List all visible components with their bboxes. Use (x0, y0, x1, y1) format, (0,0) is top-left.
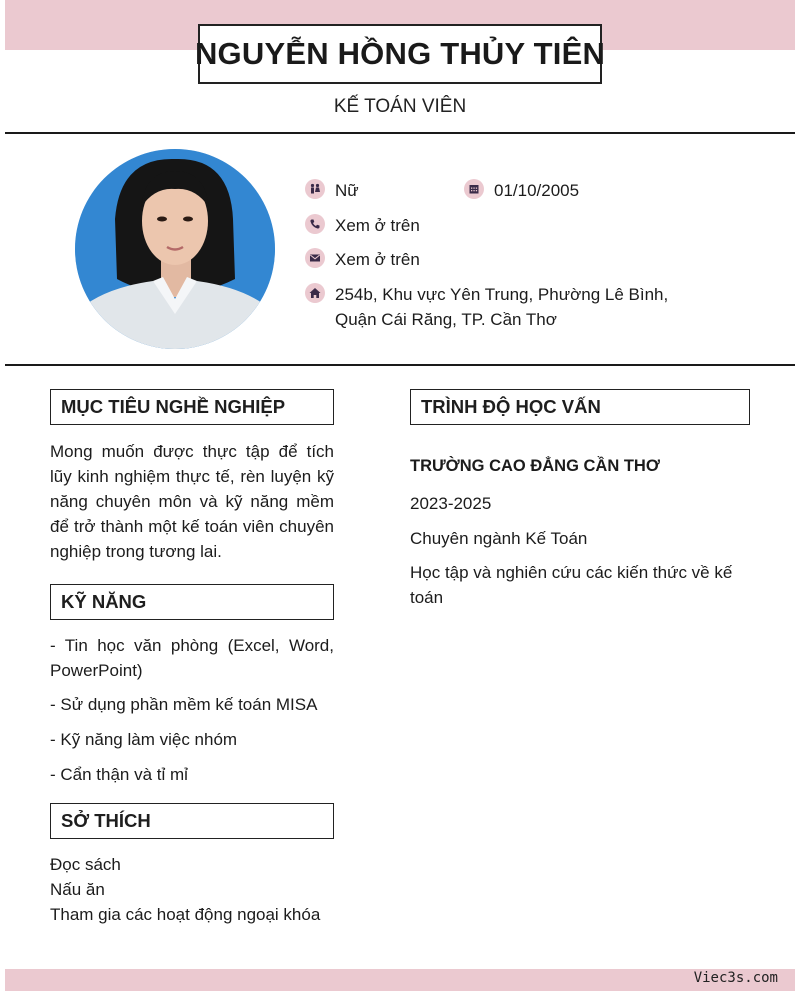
phone-icon (305, 214, 325, 234)
full-name: NGUYỄN HỒNG THỦY TIÊN (194, 36, 606, 71)
hobby-item: Tham gia các hoạt động ngoại khóa (50, 905, 321, 924)
birthdate-value: 01/10/2005 (494, 181, 580, 200)
school-name: TRƯỜNG CAO ĐẲNG CẦN THƠ (410, 457, 660, 475)
watermark: Viec3s.com (693, 970, 778, 986)
skill-item: - Kỹ năng làm việc nhóm (50, 730, 238, 749)
footer-band (5, 969, 795, 991)
address-line-2: Quận Cái Răng, TP. Cần Thơ (335, 310, 557, 329)
education-major: Chuyên ngành Kế Toán (410, 529, 588, 548)
home-icon (305, 283, 325, 303)
email-value: Xem ở trên (335, 250, 420, 269)
education-title: TRÌNH ĐỘ HỌC VẤN (421, 396, 601, 417)
education-years: 2023-2025 (410, 494, 492, 513)
phone-value: Xem ở trên (335, 216, 420, 235)
hobbies-title: SỞ THÍCH (61, 810, 151, 831)
skill-item: - Cẩn thận và tỉ mỉ (50, 765, 188, 784)
email-icon (305, 248, 325, 268)
gender-icon (305, 179, 325, 199)
education-heading (410, 389, 750, 425)
divider-top (5, 132, 795, 134)
objective-heading (50, 389, 334, 425)
skill-item: - Tin học văn phòng (Excel, Word, PowerPoint) (50, 636, 334, 680)
education-description: Học tập và nghiên cứu các kiến thức về kế toán (410, 563, 733, 607)
name-box (194, 24, 606, 84)
hobby-item: Nấu ăn (50, 880, 105, 899)
address-line-1: 254b, Khu vực Yên Trung, Phường Lê Bình, (335, 285, 669, 304)
objective-title: MỤC TIÊU NGHỀ NGHIỆP (61, 396, 286, 417)
skills-title: KỸ NĂNG (61, 591, 147, 612)
job-title: KẾ TOÁN VIÊN (333, 96, 467, 117)
skills-heading (50, 584, 334, 620)
hobby-item: Đọc sách (50, 855, 121, 874)
divider-middle (5, 364, 795, 366)
calendar-icon (464, 179, 484, 199)
profile-photo (75, 149, 275, 349)
objective-text: Mong muốn được thực tập để tích lũy kinh nghiệm thực tế, rèn luyện kỹ năng chuyên môn và kỹ năng mềm để trở thành một kế toán viên chuyên nghiệp trong tương lai. (50, 442, 334, 561)
skill-item: - Sử dụng phần mềm kế toán MISA (50, 695, 318, 714)
hobbies-heading (50, 803, 334, 839)
gender-value: Nữ (335, 181, 359, 200)
